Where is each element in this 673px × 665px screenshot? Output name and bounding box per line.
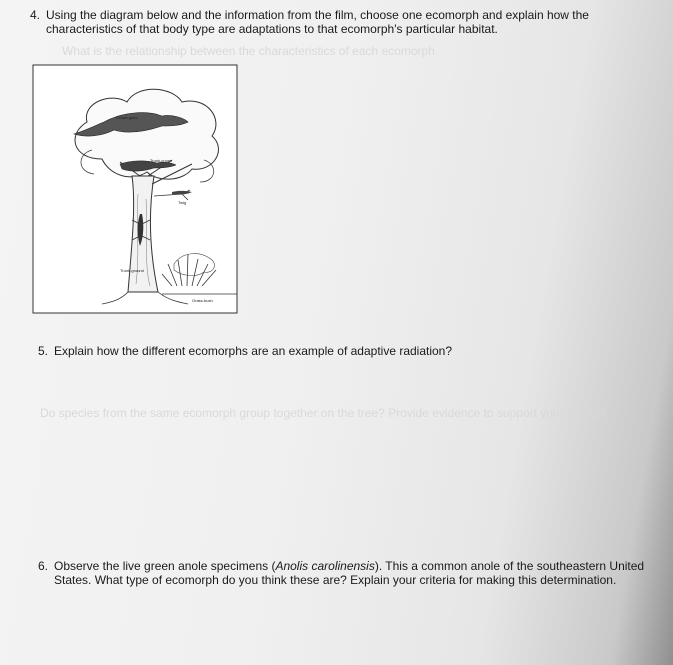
label-trunk-crown: Trunk-crown [150,158,173,163]
show-through-line-b: Do species from the same ecomorph group together on the tree? Provide evidence to support your answer. [40,406,609,420]
question-6-text-after: ). This a common anole of the southeastern United States. What type of ecomorph do you think these are? Explain your criteria for making this determination. [54,559,645,587]
question-4-number: 4. [30,8,41,22]
label-trunk-ground: Trunk-ground [120,268,144,273]
label-grass-bush: Grass-bush [192,298,213,303]
ecomorph-tree-diagram [32,64,238,314]
question-5-text: Explain how the different ecomorphs are an example of adaptive radiation? [54,344,453,358]
question-6 [38,559,648,587]
question-5-number: 5. [38,344,49,358]
label-twig: Twig [178,200,187,205]
question-5 [38,344,638,358]
question-6-number: 6. [38,559,49,573]
species-name: Anolis carolinensis [275,559,375,573]
question-6-text-before: Observe the live green anole specimens ( [54,559,276,573]
question-4 [30,8,650,36]
question-6-text [54,559,648,587]
question-4-text: Using the diagram below and the information from the film, choose one ecomorph and explain how the characteristics of that body type are adaptations to that ecomorph's particular habitat. [46,8,589,36]
label-crown-giant: Crown-giant [116,115,138,120]
show-through-line-a: What is the relationship between the characteristics of each ecomorph [62,44,435,58]
